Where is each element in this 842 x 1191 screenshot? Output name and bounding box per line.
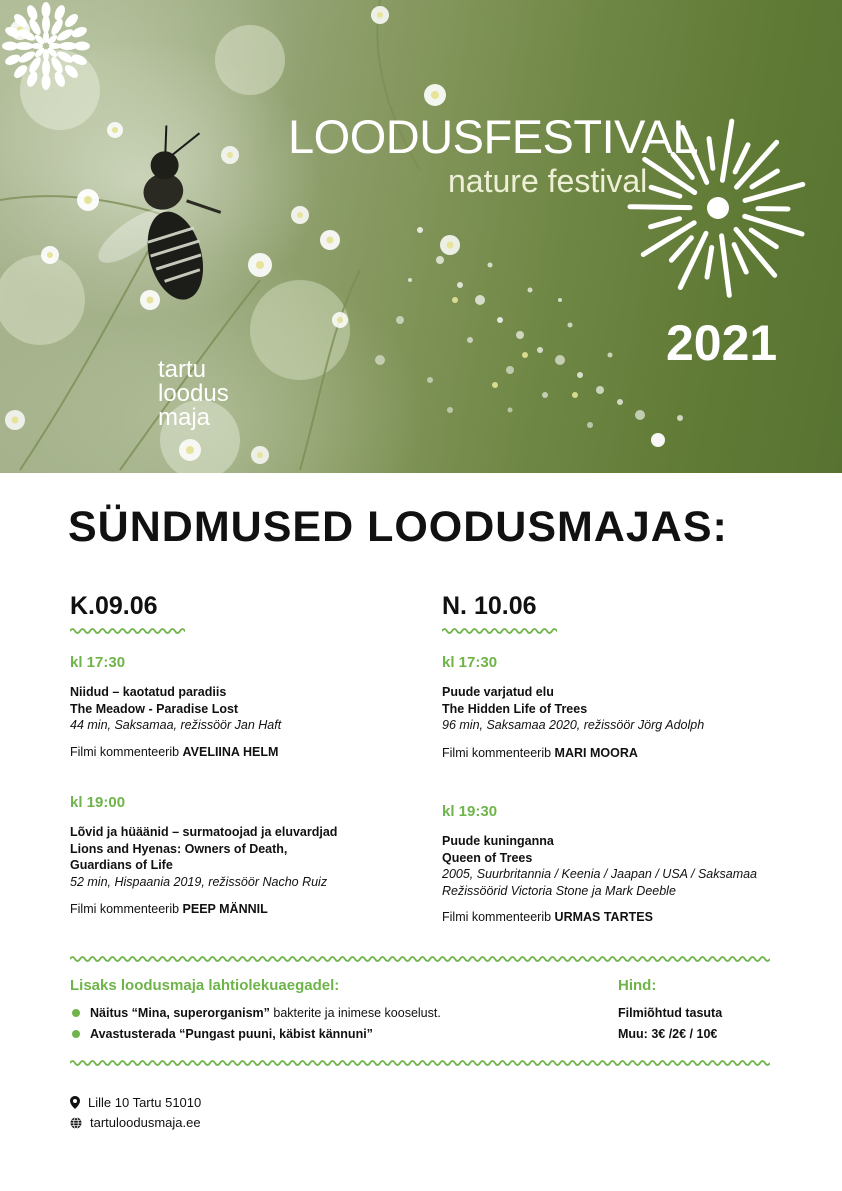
film-title: Guardians of Life	[70, 858, 173, 872]
film-title: Puude varjatud elu	[442, 685, 554, 699]
film-title: Niidud – kaotatud paradiis	[70, 685, 227, 699]
wave-divider	[70, 1058, 770, 1068]
price-title: Hind:	[618, 977, 657, 994]
wave-underline	[70, 626, 185, 636]
comment-prefix: Filmi kommenteerib	[70, 902, 180, 916]
day-date: K.09.06	[70, 592, 158, 620]
day-column-1	[70, 592, 430, 916]
globe-icon	[70, 1117, 82, 1129]
bee-illustration	[65, 118, 240, 320]
film-info	[442, 684, 792, 734]
event-time: kl 17:30	[442, 654, 498, 671]
film-info	[70, 824, 420, 890]
film-title: The Hidden Life of Trees	[442, 701, 588, 716]
org-name-line: tartu	[158, 356, 207, 383]
price-line: Filmiõhtud tasuta	[618, 1006, 723, 1020]
event-time: kl 19:30	[442, 803, 498, 820]
day-column-2	[442, 592, 802, 924]
org-name-line: loodus	[158, 380, 229, 407]
festival-year: 2021	[666, 315, 778, 371]
film-commentator	[70, 745, 278, 759]
wave-underline	[442, 626, 557, 636]
bullet-icon	[72, 1030, 80, 1038]
extra-item-bold: Näitus “Mina, superorganism”	[90, 1006, 270, 1020]
film-title: The Meadow - Paradise Lost	[70, 701, 239, 716]
hero-photo-illustration	[0, 0, 842, 473]
extras-list	[70, 1005, 441, 1047]
extra-item-bold: Avastusterada “Pungast puuni, käbist kännuni”	[90, 1027, 373, 1041]
film-title: Queen of Trees	[442, 850, 533, 865]
org-name-line: maja	[158, 404, 211, 431]
film-commentator	[70, 902, 268, 916]
film-details: Režissöörid Victoria Stone ja Mark Deeble	[442, 883, 676, 898]
event-time: kl 19:00	[70, 794, 126, 811]
film-info	[442, 833, 792, 899]
page-title: SÜNDMUSED LOODUSMAJAS:	[68, 503, 728, 551]
film-commentator	[442, 910, 653, 924]
hero-banner	[0, 0, 842, 473]
film-details: 44 min, Saksamaa, režissöör Jan Haft	[70, 718, 282, 732]
commentator-name: URMAS TARTES	[554, 910, 653, 924]
commentator-name: MARI MOORA	[554, 746, 638, 760]
festival-title: LOODUSFESTIVAL	[288, 110, 699, 163]
comment-prefix: Filmi kommenteerib	[442, 746, 552, 760]
location-pin-icon	[70, 1096, 80, 1109]
website-link[interactable]: tartuloodusmaja.ee	[90, 1115, 201, 1130]
commentator-name: AVELIINA HELM	[182, 745, 279, 759]
film-details: 2005, Suurbritannia / Keenia / Jaapan / USA / Saksamaa	[442, 867, 758, 881]
event-time: kl 17:30	[70, 654, 126, 671]
address-text: Lille 10 Tartu 51010	[88, 1095, 202, 1110]
comment-prefix: Filmi kommenteerib	[442, 910, 552, 924]
comment-prefix: Filmi kommenteerib	[70, 745, 180, 759]
extras-title: Lisaks loodusmaja lahtiolekuaegadel:	[70, 977, 340, 994]
list-item	[70, 1005, 441, 1026]
contact-address	[70, 1095, 201, 1110]
price-line: Muu: 3€ /2€ / 10€	[618, 1027, 718, 1041]
bullet-icon	[72, 1009, 80, 1017]
film-details: 96 min, Saksamaa 2020, režissöör Jörg Adolph	[442, 718, 705, 732]
commentator-name: PEEP MÄNNIL	[182, 902, 268, 916]
org-name	[158, 358, 229, 430]
extra-item-text: bakterite ja inimese kooselust.	[269, 1006, 441, 1020]
film-title: Puude kuninganna	[442, 834, 554, 848]
contact-website[interactable]	[70, 1115, 201, 1130]
day-date: N. 10.06	[442, 592, 537, 620]
film-commentator	[442, 746, 638, 760]
wave-divider	[70, 954, 770, 964]
list-item	[70, 1026, 441, 1047]
tartu-loodusmaja-logo-icon	[0, 0, 92, 92]
festival-subtitle: nature festival	[448, 163, 648, 199]
film-title: Lions and Hyenas: Owners of Death,	[70, 841, 288, 856]
film-details: 52 min, Hispaania 2019, režissöör Nacho Ruiz	[70, 874, 328, 889]
film-title: Lõvid ja hüäänid – surmatoojad ja eluvardjad	[70, 825, 338, 839]
film-info	[70, 684, 420, 734]
